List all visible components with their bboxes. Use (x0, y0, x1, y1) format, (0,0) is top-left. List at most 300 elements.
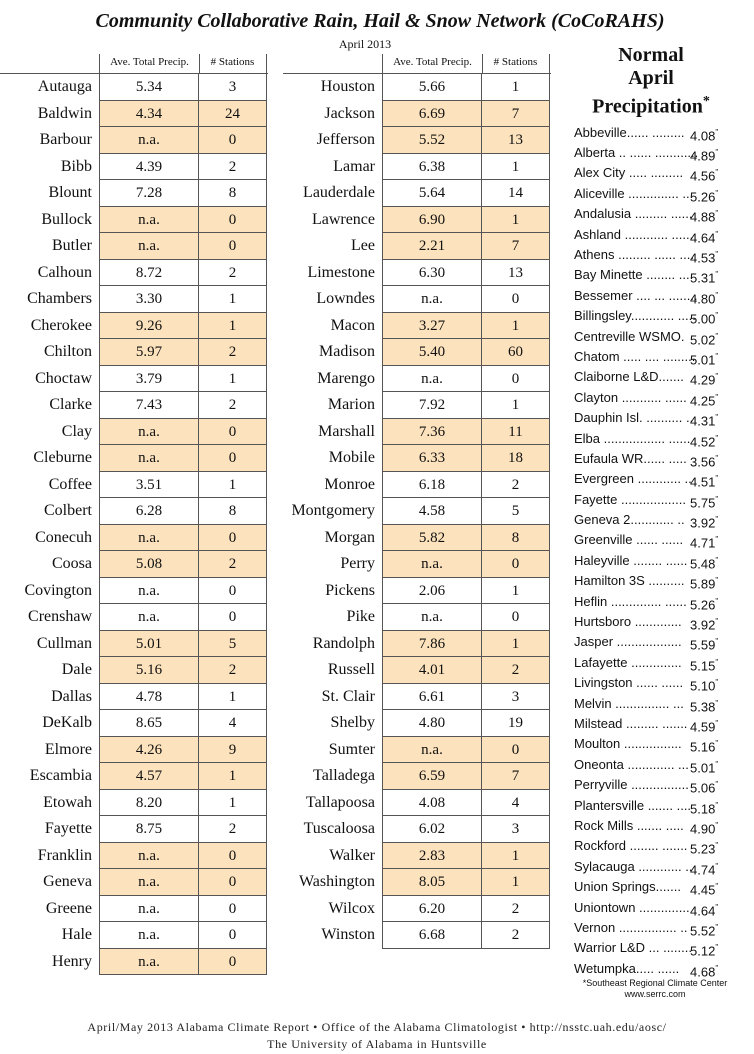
avg-precip-cell: 5.16 (99, 657, 199, 684)
avg-precip-cell: 5.52 (382, 127, 482, 154)
avg-precip-cell: 6.20 (382, 896, 482, 923)
station-label: Chatom ..... .... ......... (574, 348, 696, 364)
table-row (283, 366, 551, 393)
county-name: Morgan (324, 528, 375, 546)
normal-value: 5.89" (690, 576, 719, 592)
stations-cell: 1 (482, 631, 550, 658)
station-label: Centreville WSMO. (574, 328, 685, 344)
avg-precip-cell: 6.90 (382, 207, 482, 234)
table-row (283, 578, 551, 605)
county-name: Tallapoosa (305, 793, 375, 811)
county-name: Cullman (36, 634, 92, 652)
normal-item (566, 184, 746, 204)
station-label: Billingsley............ ..... (574, 308, 696, 324)
avg-precip-cell: n.a. (382, 366, 482, 393)
table-row (283, 631, 551, 658)
page-subtitle: April 2013 (338, 37, 392, 51)
county-name: Jackson (324, 104, 375, 122)
station-label: Fayette .................. (574, 491, 686, 507)
avg-precip-cell: n.a. (99, 578, 199, 605)
county-name: Monroe (324, 475, 375, 493)
normal-item (566, 286, 746, 306)
county-name: Jefferson (316, 131, 375, 148)
avg-precip-cell: 5.08 (99, 551, 199, 578)
stations-cell: 1 (199, 684, 267, 711)
stations-cell: 2 (199, 551, 267, 578)
stations-cell: 1 (482, 74, 550, 101)
county-name: Dallas (51, 687, 92, 705)
station-label: Jasper .................. (574, 634, 682, 650)
county-name: Fayette (44, 820, 92, 837)
normal-value: 5.00" (690, 311, 719, 327)
normal-value: 4.25" (690, 392, 719, 409)
county-name: Colbert (44, 502, 92, 519)
table-row (283, 763, 551, 790)
stations-cell: 2 (199, 260, 267, 287)
station-label: Wetumpka..... ...... (574, 960, 680, 976)
county-name: Coffee (48, 475, 92, 493)
table-row (0, 74, 268, 101)
stations-header: # Stations (482, 54, 550, 73)
county-name: Escambia (29, 767, 92, 784)
county-name: Marshall (318, 422, 375, 440)
avg-precip-cell: 6.30 (382, 260, 482, 287)
county-name: Washington (298, 873, 375, 890)
source-line: *Southeast Regional Climate Center (582, 978, 728, 988)
normal-value: 3.56" (690, 453, 719, 470)
table-row (0, 472, 268, 499)
stations-cell: 7 (482, 763, 550, 790)
avg-precip-cell: 3.79 (99, 366, 199, 393)
stations-cell: 1 (482, 207, 550, 234)
table-row (0, 207, 268, 234)
normal-item (566, 877, 746, 897)
county-name: Dale (61, 661, 92, 678)
stations-cell: 0 (199, 578, 267, 605)
avg-precip-cell: n.a. (99, 869, 199, 896)
normal-value: 5.26" (690, 188, 719, 205)
table-row (0, 949, 268, 976)
normal-value: 5.31" (690, 270, 719, 286)
county-name: Baldwin (37, 104, 92, 122)
avg-precip-cell: 5.01 (99, 631, 199, 658)
stations-cell: 13 (482, 260, 550, 287)
normal-value: 4.31" (690, 413, 719, 429)
source-url: www.serrc.com (624, 989, 686, 999)
stations-cell: 19 (482, 710, 550, 737)
station-label: Greenville ...... ...... (574, 532, 684, 548)
county-name: Lamar (333, 157, 375, 175)
avg-precip-cell: 5.82 (382, 525, 482, 552)
stations-cell: 0 (199, 233, 267, 260)
stations-cell: 8 (199, 498, 267, 525)
table-row (0, 604, 268, 631)
page-title: Community Collaborative Rain, Hail & Snow Network (CoCoRAHS) (95, 10, 665, 32)
normal-item (566, 490, 746, 510)
stations-cell: 1 (199, 366, 267, 393)
table-row (283, 260, 551, 287)
normal-value: 4.08" (690, 127, 719, 143)
table-row (283, 816, 551, 843)
avg-precip-cell: n.a. (382, 737, 482, 764)
normal-item (566, 388, 746, 408)
county-name: Cherokee (30, 316, 92, 334)
normals-title-line: Normal (618, 44, 684, 66)
table-row (283, 392, 551, 419)
station-label: Rock Mills ....... ..... (574, 817, 684, 833)
county-name: Madison (319, 343, 375, 360)
footer-line: The University of Alabama in Huntsville (267, 1037, 487, 1051)
avg-precip-cell: 8.20 (99, 790, 199, 817)
county-name: Crenshaw (28, 608, 92, 625)
county-name: DeKalb (42, 714, 92, 731)
table-row (0, 922, 268, 949)
table-row (0, 763, 268, 790)
county-name: St. Clair (321, 687, 375, 705)
normal-item (566, 163, 746, 183)
avg-precip-cell: 6.61 (382, 684, 482, 711)
right-table-body (283, 73, 551, 949)
table-row (283, 472, 551, 499)
table-row (0, 366, 268, 393)
avg-precip-cell: 7.43 (99, 392, 199, 419)
table-row (283, 445, 551, 472)
stations-cell: 7 (482, 101, 550, 128)
normal-value: 4.90" (690, 820, 719, 837)
table-row (283, 180, 551, 207)
table-row (283, 419, 551, 446)
avg-precip-cell: 2.21 (382, 233, 482, 260)
table-row (0, 631, 268, 658)
normal-value: 4.52" (690, 433, 719, 449)
normal-item (566, 632, 746, 652)
normal-item (566, 306, 746, 326)
normal-value: 5.15" (690, 657, 719, 674)
normal-value: 4.89" (690, 148, 719, 164)
normal-value: 5.23" (690, 841, 719, 857)
avg-precip-cell: 4.34 (99, 101, 199, 128)
stations-cell: 2 (199, 339, 267, 366)
station-label: Dauphin Isl. .......... .. (574, 410, 694, 426)
station-label: Bessemer .... ... ........ (574, 287, 698, 303)
stations-cell: 3 (482, 816, 550, 843)
normal-value: 5.59" (690, 637, 719, 653)
station-label: Lafayette .............. (574, 654, 682, 670)
avg-precip-cell: 5.34 (99, 74, 199, 101)
county-name: Tuscaloosa (303, 820, 375, 837)
stations-cell: 1 (199, 472, 267, 499)
stations-header: # Stations (199, 54, 267, 73)
stations-cell: 0 (482, 366, 550, 393)
county-name: Hale (61, 926, 92, 943)
table-row (283, 207, 551, 234)
stations-cell: 0 (199, 445, 267, 472)
station-label: Melvin ............... ... (574, 695, 684, 711)
normal-value: 5.02" (690, 331, 719, 347)
source-note (560, 978, 750, 1000)
normal-item (566, 429, 746, 449)
normal-item (566, 530, 746, 550)
stations-cell: 0 (199, 207, 267, 234)
stations-cell: 1 (199, 790, 267, 817)
normal-item (566, 469, 746, 489)
station-label: Eufaula WR...... ..... (574, 450, 687, 466)
station-label: Plantersville ....... .... (574, 797, 692, 813)
table-row (0, 339, 268, 366)
normal-item (566, 571, 746, 591)
table-row (283, 790, 551, 817)
stations-cell: 1 (199, 763, 267, 790)
normal-item (566, 204, 746, 224)
avg-precip-cell: n.a. (99, 207, 199, 234)
table-row (0, 843, 268, 870)
station-label: Ashland ............ ...... (574, 226, 694, 242)
avg-precip-cell: 4.26 (99, 737, 199, 764)
stations-cell: 0 (482, 551, 550, 578)
normal-value: 5.26" (690, 596, 719, 612)
normal-value: 5.16" (690, 739, 719, 755)
normal-value: 4.29" (690, 372, 719, 388)
normal-value: 4.64" (690, 902, 719, 918)
stations-cell: 1 (482, 843, 550, 870)
avg-precip-cell: n.a. (99, 445, 199, 472)
table-row (0, 445, 268, 472)
stations-cell: 0 (199, 604, 267, 631)
county-name: Marengo (317, 369, 375, 387)
county-name: Bullock (41, 210, 92, 228)
county-name: Blount (48, 184, 92, 201)
table-row (0, 657, 268, 684)
normal-value: 4.80" (690, 290, 719, 307)
table-row (283, 339, 551, 366)
normal-value: 4.56" (690, 168, 719, 184)
normal-item (566, 551, 746, 571)
normal-item (566, 816, 746, 836)
stations-cell: 9 (199, 737, 267, 764)
footer-line: April/May 2013 Alabama Climate Report • Office of the Alabama Climatologist • http://nsstc.uah.edu/aosc/ (87, 1020, 667, 1034)
station-label: Geneva 2............ .. (574, 512, 685, 528)
normal-item (566, 245, 746, 265)
normal-value: 4.68" (690, 963, 719, 979)
station-label: Haleyville ........ ...... (574, 552, 688, 568)
station-label: Hamilton 3S .......... (574, 573, 685, 589)
table-row (0, 525, 268, 552)
county-name: Lowndes (316, 290, 375, 307)
avg-precip-cell: 5.40 (382, 339, 482, 366)
station-label: Milstead ......... ....... (574, 715, 688, 731)
county-name: Sumter (328, 740, 375, 758)
normal-value: 5.52" (690, 922, 719, 939)
avg-precip-cell: 8.75 (99, 816, 199, 843)
station-label: Elba ................. ...... (574, 430, 691, 446)
station-label: Abbeville...... ......... (574, 124, 685, 140)
county-name: Marion (327, 396, 375, 413)
avg-precip-cell: 5.64 (382, 180, 482, 207)
table-row (283, 551, 551, 578)
station-label: Union Springs....... (574, 879, 681, 895)
avg-precip-cell: n.a. (99, 896, 199, 923)
stations-cell: 0 (199, 922, 267, 949)
avg-precip-header: Ave. Total Precip. (99, 54, 200, 73)
county-name: Clay (61, 422, 92, 440)
normal-item (566, 836, 746, 856)
avg-precip-cell: 8.72 (99, 260, 199, 287)
avg-precip-cell: n.a. (99, 922, 199, 949)
avg-precip-cell: 7.86 (382, 631, 482, 658)
county-name: Barbour (39, 131, 92, 148)
normal-item (566, 347, 746, 367)
stations-cell: 0 (199, 419, 267, 446)
normal-value: 5.01" (690, 351, 719, 368)
station-label: Livingston ...... ...... (574, 675, 684, 691)
stations-cell: 2 (199, 816, 267, 843)
avg-precip-cell: 8.65 (99, 710, 199, 737)
avg-precip-cell: n.a. (99, 949, 199, 976)
county-name: Conecuh (35, 528, 92, 546)
normal-item (566, 775, 746, 795)
table-row (0, 896, 268, 923)
table-row (283, 101, 551, 128)
avg-precip-cell: n.a. (382, 286, 482, 313)
stations-cell: 1 (482, 392, 550, 419)
avg-precip-cell: 8.05 (382, 869, 482, 896)
stations-cell: 1 (199, 313, 267, 340)
normal-value: 5.06" (690, 780, 719, 796)
normal-item (566, 408, 746, 428)
stations-cell: 1 (482, 578, 550, 605)
normal-item (566, 612, 746, 632)
table-row (0, 684, 268, 711)
avg-precip-cell: 7.28 (99, 180, 199, 207)
station-label: Warrior L&D ... ........ (574, 940, 692, 956)
avg-precip-cell: 4.57 (99, 763, 199, 790)
left-table-body (0, 73, 268, 975)
normal-value: 4.45" (690, 882, 719, 898)
county-name: Chilton (43, 343, 92, 360)
station-label: Athens ......... ...... .... (574, 247, 694, 262)
avg-precip-cell: n.a. (99, 127, 199, 154)
normal-item (566, 734, 746, 754)
stations-cell: 14 (482, 180, 550, 207)
avg-precip-header: Ave. Total Precip. (382, 54, 483, 73)
avg-precip-cell: 6.68 (382, 922, 482, 949)
table-row (283, 843, 551, 870)
table-row (283, 737, 551, 764)
county-name: Winston (321, 926, 375, 943)
stations-cell: 7 (482, 233, 550, 260)
table-row (0, 869, 268, 896)
county-name: Shelby (330, 714, 375, 731)
stations-cell: 3 (482, 684, 550, 711)
avg-precip-cell: 6.69 (382, 101, 482, 128)
station-label: Hurtsboro ............. (574, 614, 682, 630)
county-name: Chambers (27, 290, 92, 307)
county-name: Houston (320, 78, 375, 95)
avg-precip-cell: 3.27 (382, 313, 482, 340)
table-row (0, 816, 268, 843)
county-name: Randolph (312, 634, 375, 652)
stations-cell: 0 (482, 737, 550, 764)
normals-title-line: April (628, 67, 674, 89)
county-name: Autauga (37, 78, 92, 95)
county-name: Pickens (325, 581, 375, 599)
normal-value: 4.64" (690, 229, 719, 245)
county-name: Bibb (60, 157, 92, 175)
table-row (0, 286, 268, 313)
county-name: Choctaw (35, 369, 92, 387)
normal-value: 4.88" (690, 209, 719, 225)
stations-cell: 2 (199, 657, 267, 684)
avg-precip-cell: n.a. (99, 525, 199, 552)
county-name: Coosa (52, 555, 92, 572)
table-row (0, 101, 268, 128)
avg-precip-cell: 2.83 (382, 843, 482, 870)
table-row (283, 286, 551, 313)
normal-item (566, 449, 746, 469)
avg-precip-cell: 3.30 (99, 286, 199, 313)
stations-cell: 60 (482, 339, 550, 366)
table-row (0, 127, 268, 154)
table-row (0, 737, 268, 764)
stations-cell: 0 (199, 949, 267, 976)
county-name: Macon (330, 316, 375, 334)
station-label: Claiborne L&D....... (574, 369, 684, 385)
avg-precip-cell: 6.28 (99, 498, 199, 525)
table-row (0, 233, 268, 260)
avg-precip-cell: 9.26 (99, 313, 199, 340)
table-row (283, 684, 551, 711)
normal-item (566, 327, 746, 347)
county-name: Lauderdale (303, 184, 375, 201)
stations-cell: 0 (482, 604, 550, 631)
avg-precip-cell: n.a. (99, 419, 199, 446)
stations-cell: 1 (482, 869, 550, 896)
stations-cell: 0 (482, 286, 550, 313)
county-name: Cleburne (33, 449, 92, 466)
county-name: Lawrence (311, 210, 375, 228)
station-label: Uniontown .............. (574, 899, 690, 915)
table-row (283, 922, 551, 949)
normal-value: 5.10" (690, 678, 719, 694)
stations-cell: 2 (482, 472, 550, 499)
stations-cell: 11 (482, 419, 550, 446)
table-row (283, 127, 551, 154)
normal-item (566, 857, 746, 877)
county-name: Etowah (43, 793, 92, 811)
normal-precip-panel (566, 44, 746, 979)
table-row (283, 869, 551, 896)
table-row (283, 74, 551, 101)
normal-value: 5.18" (690, 800, 719, 816)
table-row (0, 551, 268, 578)
table-row (0, 154, 268, 181)
county-name: Pike (346, 608, 375, 625)
normal-item (566, 796, 746, 816)
table-row (283, 154, 551, 181)
table-row (0, 578, 268, 605)
station-label: Clayton ........... ...... (574, 389, 687, 405)
avg-precip-cell: 5.97 (99, 339, 199, 366)
stations-cell: 0 (199, 127, 267, 154)
table-row (283, 896, 551, 923)
county-name: Elmore (44, 740, 92, 758)
stations-cell: 0 (199, 896, 267, 923)
stations-cell: 2 (199, 154, 267, 181)
stations-cell: 5 (482, 498, 550, 525)
station-label: Sylacauga ............ .. (574, 858, 693, 874)
county-name: Talladega (313, 767, 375, 784)
normal-item (566, 918, 746, 938)
